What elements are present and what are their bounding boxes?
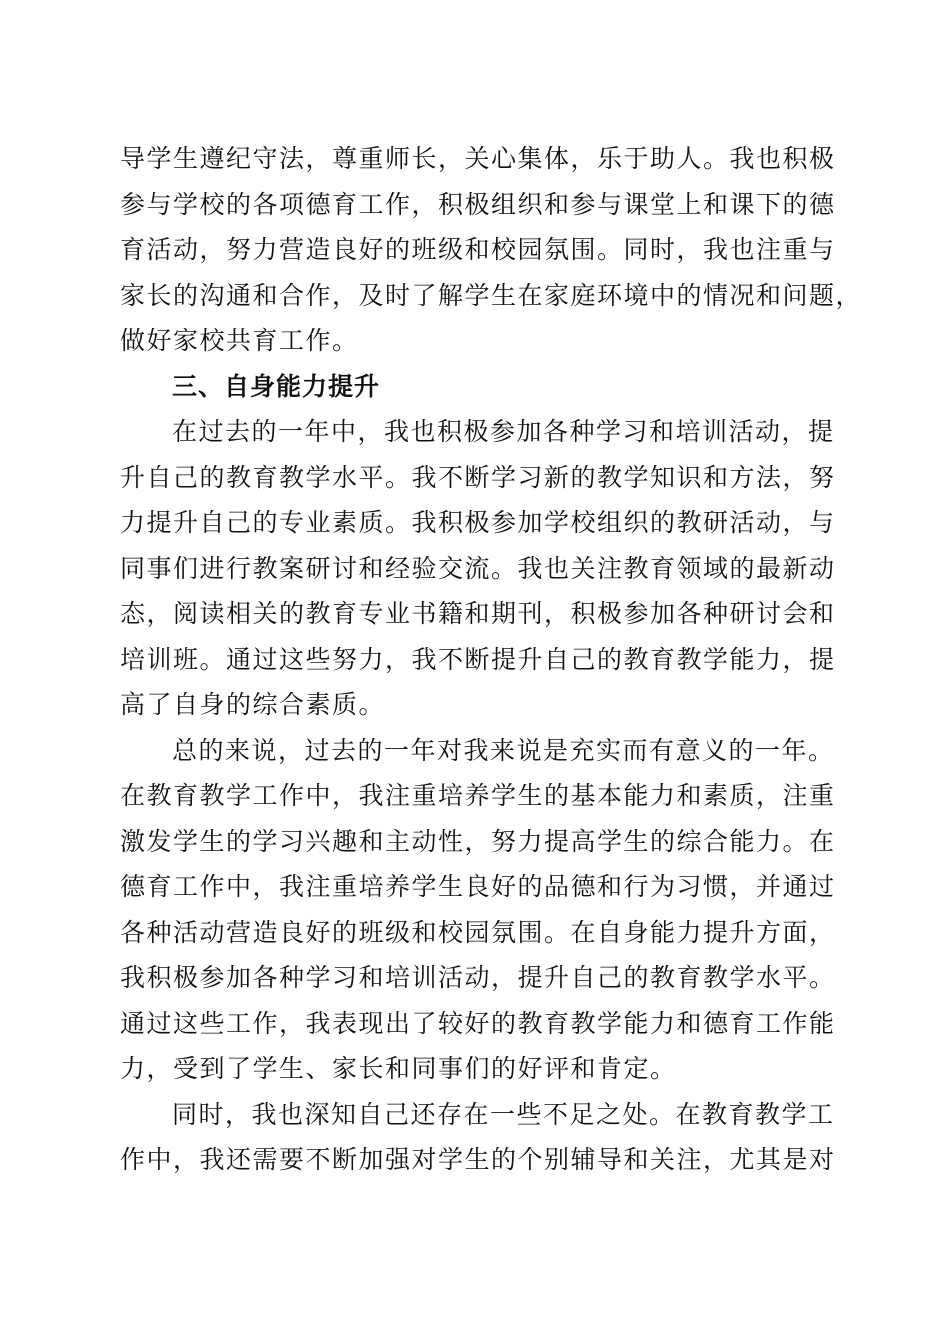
text-line: 做好家校共育工作。 [120,326,359,355]
text-line: 力提升自己的专业素质。我积极参加学校组织的教研活动，与 [120,508,836,537]
document-body [120,136,863,1183]
text-line: 育活动，努力营造良好的班级和校园氛围。同时，我也注重与 [120,235,836,264]
text-line: 升自己的教育教学水平。我不断学习新的教学知识和方法，努 [120,462,836,492]
text-line: 各种活动营造良好的班级和校园氛围。在自身能力提升方面， [120,917,836,947]
text-line: 在过去的一年中，我也积极参加各种学习和培训活动，提 [172,417,835,446]
text-line: 家长的沟通和合作，及时了解学生在家庭环境中的情况和问题， [120,280,863,310]
section-heading: 三、自身能力提升 [172,371,381,401]
text-line: 作中，我还需要不断加强对学生的个别辅导和关注，尤其是对 [120,1145,836,1174]
text-line: 参与学校的各项德育工作，积极组织和参与课堂上和课下的德 [120,189,836,219]
text-line: 我积极参加各种学习和培训活动，提升自己的教育教学水平。 [120,963,836,992]
text-line: 德育工作中，我注重培养学生良好的品德和行为习惯，并通过 [120,872,836,901]
text-line: 力，受到了学生、家长和同事们的好评和肯定。 [120,1054,677,1083]
text-line: 同时，我也深知自己还存在一些不足之处。在教育教学工 [172,1099,835,1129]
text-line: 导学生遵纪守法，尊重师长，关心集体，乐于助人。我也积极 [120,144,836,173]
text-line: 在教育教学工作中，我注重培养学生的基本能力和素质，注重 [120,781,836,810]
text-line: 总的来说，过去的一年对我来说是充实而有意义的一年。 [172,735,835,765]
text-line: 培训班。通过这些努力，我不断提升自己的教育教学能力，提 [120,644,836,674]
paragraph-moral-education-continued [120,136,863,364]
text-line: 激发学生的学习兴趣和主动性，努力提高学生的综合能力。在 [120,826,836,856]
text-line: 通过这些工作，我表现出了较好的教育教学能力和德育工作能 [120,1008,836,1038]
text-line: 态，阅读相关的教育专业书籍和期刊，积极参加各种研讨会和 [120,599,836,628]
text-line: 同事们进行教案研讨和经验交流。我也关注教育领域的最新动 [120,553,836,583]
paragraph-shortcomings [120,1092,836,1183]
paragraph-ability-improvement [120,409,836,728]
text-line: 高了自身的综合素质。 [120,690,386,719]
paragraph-summary [120,728,836,1092]
